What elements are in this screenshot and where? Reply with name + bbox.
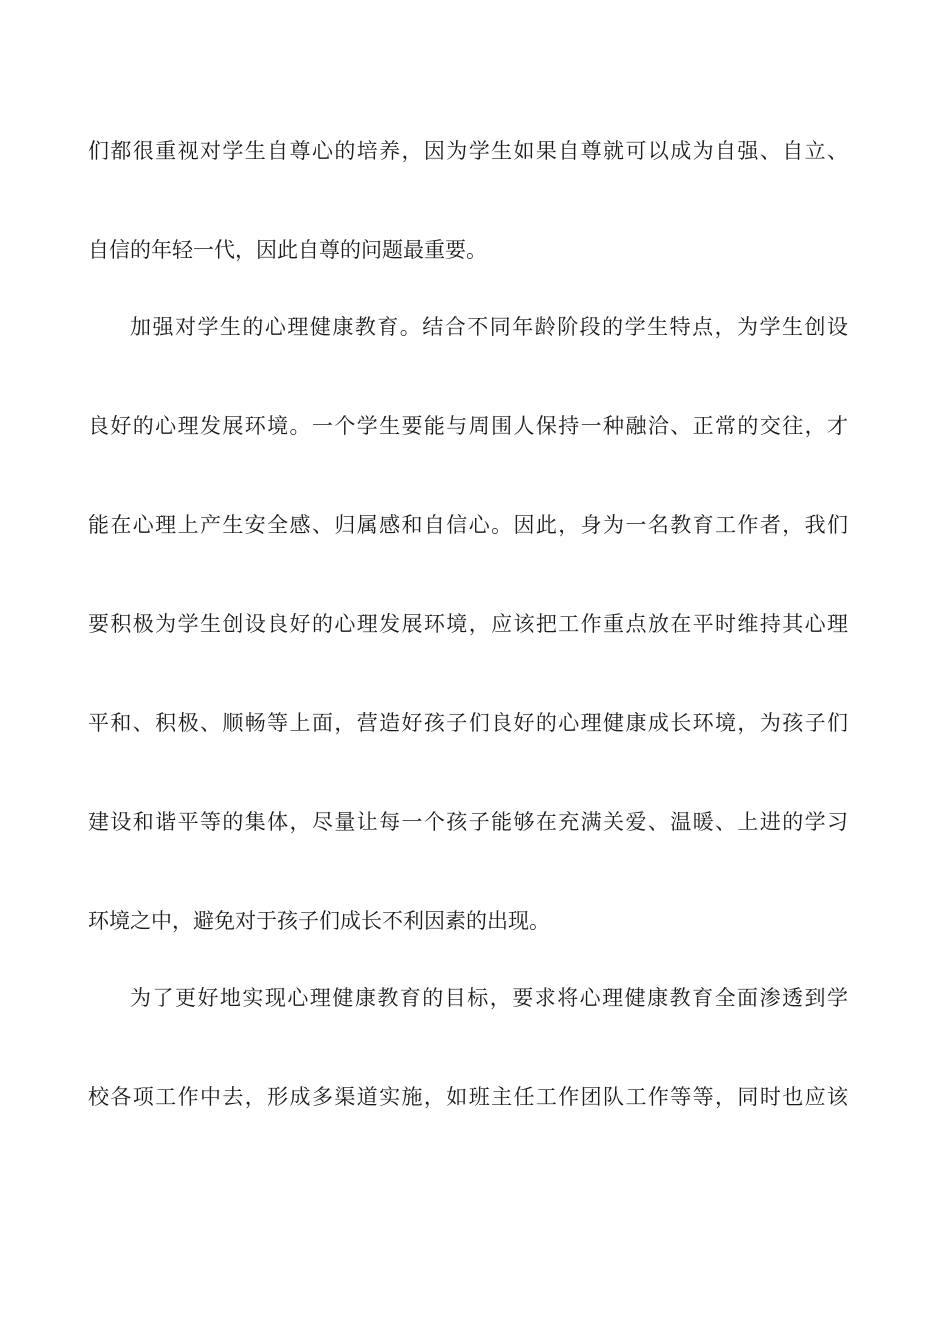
text-line: 良好的心理发展环境。一个学生要能与周围人保持一种融洽、正常的交往，才 bbox=[88, 414, 848, 438]
text-line: 环境之中，避免对于孩子们成长不利因素的出现。 bbox=[88, 909, 550, 933]
text-line: 校各项工作中去，形成多渠道实施，如班主任工作团队工作等等，同时也应该 bbox=[88, 1085, 848, 1109]
text-line: 要积极为学生创设良好的心理发展环境，应该把工作重点放在平时维持其心理 bbox=[88, 612, 848, 636]
text-line: 建设和谐平等的集体，尽量让每一个孩子能够在充满关爱、温暖、上进的学习 bbox=[88, 810, 848, 834]
paragraph-first-line: 加强对学生的心理健康教育。结合不同年龄阶段的学生特点，为学生创设 bbox=[130, 315, 848, 339]
paragraph-first-line: 为了更好地实现心理健康教育的目标，要求将心理健康教育全面渗透到学 bbox=[130, 986, 848, 1010]
text-line: 能在心理上产生安全感、归属感和自信心。因此，身为一名教育工作者，我们 bbox=[88, 513, 848, 537]
text-line: 自信的年轻一代，因此自尊的问题最重要。 bbox=[88, 238, 487, 262]
text-line: 平和、积极、顺畅等上面，营造好孩子们良好的心理健康成长环境，为孩子们 bbox=[88, 711, 848, 735]
text-line: 们都很重视对学生自尊心的培养，因为学生如果自尊就可以成为自强、自立、 bbox=[88, 139, 848, 163]
